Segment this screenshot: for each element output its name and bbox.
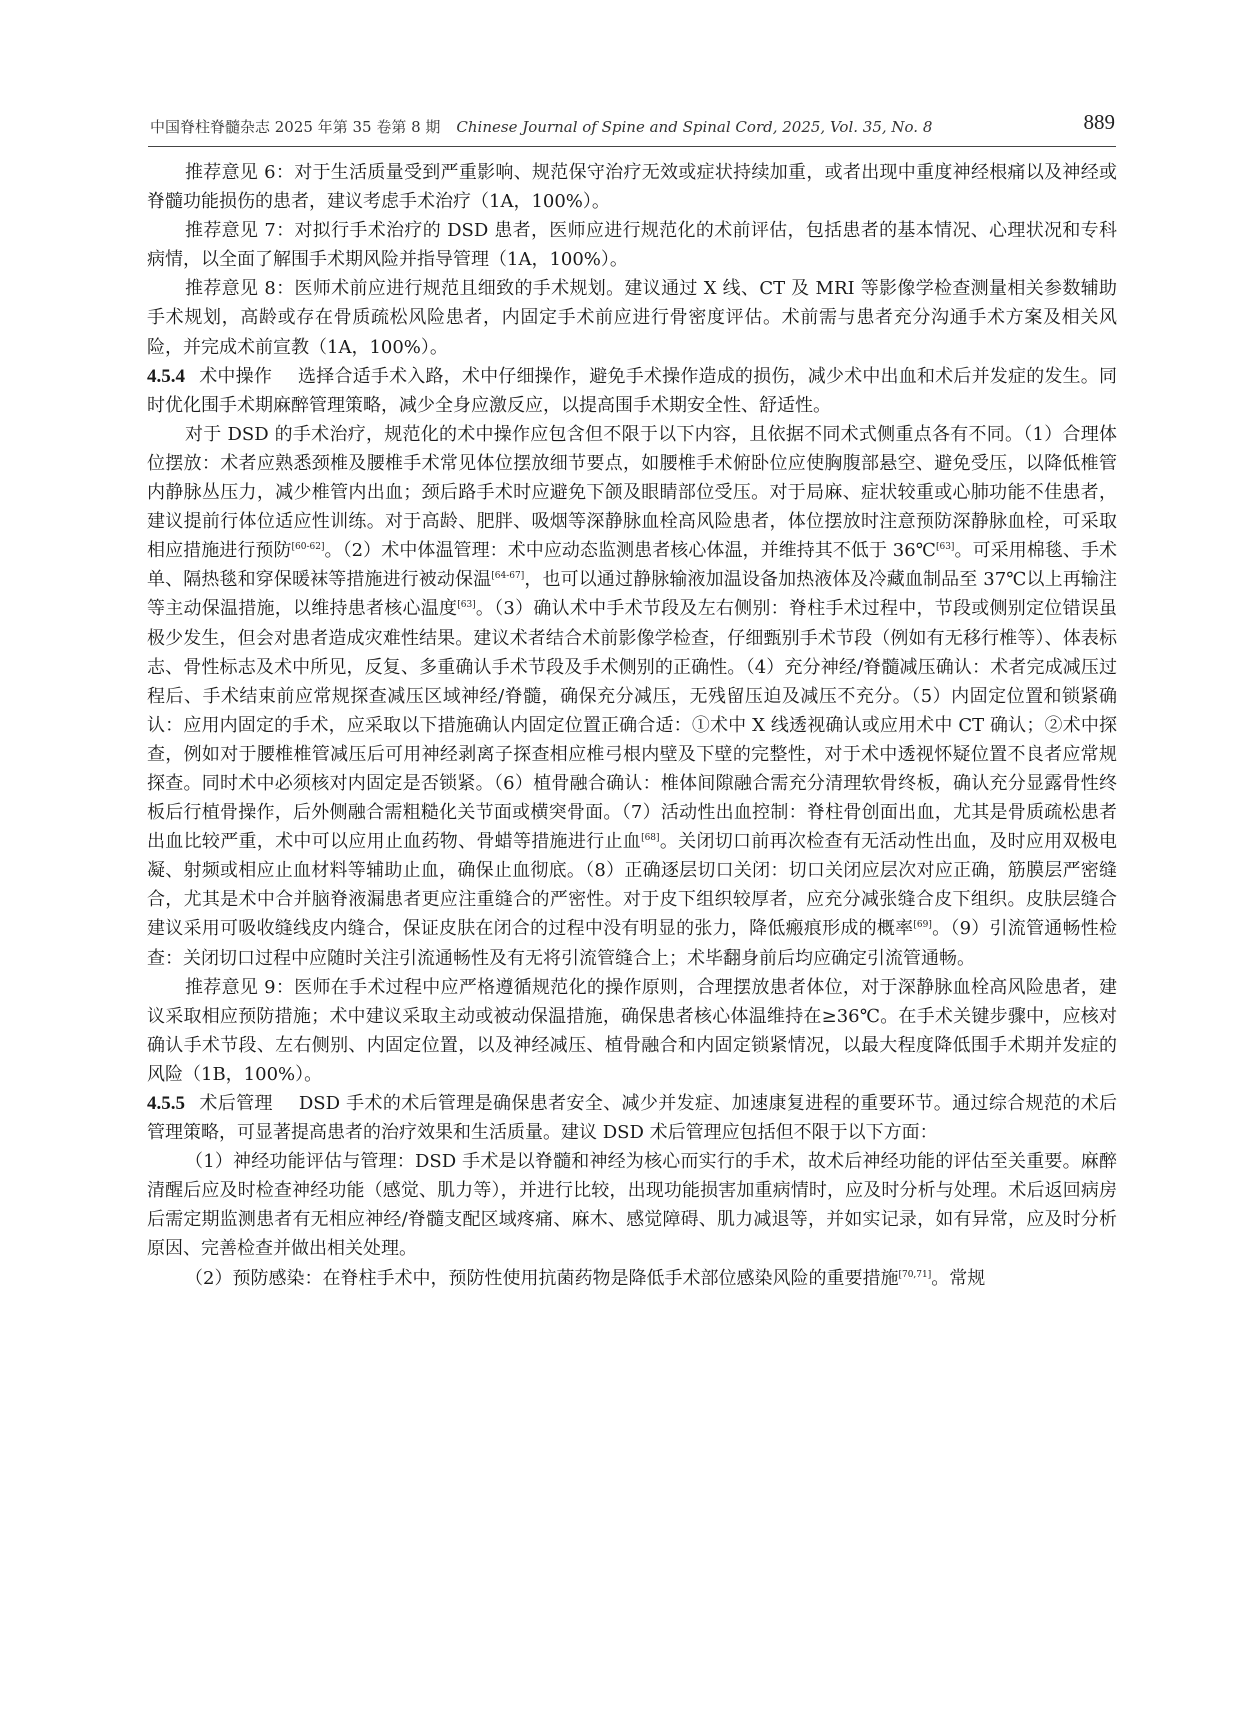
paragraph-text: 。（2）术中体温管理：术中应动态监测患者核心体温，并维持其不低于 36℃ [324,540,936,562]
paragraph-text: 。常规 [931,1267,986,1289]
paragraph-text: 。（3）确认术中手术节段及左右侧别：脊柱手术过程中，节段或侧别定位错误虽极少发生，但会对患者造成灾难性结果。建议术者结合术前影像学检查，仔细甄别手术节段（例如有无移行椎等）、体表标志、骨性标志及术中所见，反复、多重确认手术节段及手术侧别的正确性。（4）充分神经/脊髓减压确认：术者完成减压过程后、手术结束前应常规探查减压区域神经/脊髓，确保充分减压，无残留压迫及减压不充分。（5）内固定位置和锁紧确认：应用内固定的手术，应采取以下措施确认内固定位置正确合适：①术中 X 线透视确认或应用术中 CT 确认；②术中探查，例如对于腰椎椎管减压后可用神经剥离子探查相应椎弓根内壁及下壁的完整性，对于术中透视怀疑位置不良者应常规探查。同时术中必须核对内固定是否锁紧。（6）植骨融合确认：椎体间隙融合需充分清理软骨终板，确认充分显露骨性终板后行植骨操作，后外侧融合需粗糙化关节面或横突骨面。（7）活动性出血控制：脊柱骨创面出血，尤其是骨质疏松患者出血比较严重，术中可以应用止血药物、骨蜡等措施进行止血 [147,598,1118,853]
section-text: 选择合适手术入路，术中仔细操作，避免手术操作造成的损伤，减少术中出血和术后并发症的发生。同时优化围手术期麻醉管理策略，减少全身应激反应，以提高围手术期安全性、舒适性。 [147,365,1118,416]
section-title: 术中操作 [199,365,273,387]
citation-ref[interactable]: [60-62] [291,542,325,553]
paragraph-text: 。（9）引流管通畅性检查：关闭切口过程中应随时关注引流通畅性及有无将引流管缝合上；术毕翻身前后均应确定引流管通畅。 [147,918,1118,969]
journal-name-cn: 中国脊柱脊髓杂志 2025 年第 35 卷第 8 期 [150,118,441,136]
citation-ref[interactable]: [68] [641,833,660,844]
paragraph-text: （2）预防感染：在脊柱手术中，预防性使用抗菌药物是降低手术部位感染风险的重要措施 [185,1267,899,1289]
intraoperative-paragraph [147,420,1117,973]
running-header [150,110,1115,144]
header-rule [148,146,1116,147]
citation-ref[interactable]: [64-67] [491,571,525,582]
section-4-5-5 [147,1089,1117,1147]
citation-ref[interactable]: [63] [457,600,476,611]
postop-item-1: （1）神经功能评估与管理：DSD 手术是以脊髓和神经为核心而实行的手术，故术后神经功能的评估至关重要。麻醉清醒后应及时检查神经功能（感觉、肌力等），并进行比较，出现功能损害加重病情时，应及时分析与处理。术后返回病房后需定期监测患者有无相应神经/脊髓支配区域疼痛、麻木、感觉障碍、肌力减退等，并如实记录，如有异常，应及时分析原因、完善检查并做出相关处理。 [147,1151,1117,1260]
paragraph-text: 。关闭切口前再次检查有无活动性出血，及时应用双极电凝、射频或相应止血材料等辅助止血，确保止血彻底。（8）正确逐层切口关闭：切口关闭应层次对应正确，筋膜层严密缝合，尤其是术中合并脑脊液漏患者更应注重缝合的严密性。对于皮下组织较厚者，应充分减张缝合皮下组织。皮肤层缝合建议采用可吸收缝线皮内缝合，保证皮肤在闭合的过程中没有明显的张力，降低瘢痕形成的概率 [147,831,1118,940]
section-4-5-4 [147,362,1117,420]
journal-citation [150,116,932,137]
recommendation-7: 推荐意见 7：对拟行手术治疗的 DSD 患者，医师应进行规范化的术前评估，包括患者的基本情况、心理状况和专科病情，以全面了解围手术期风险并指导管理（1A，100%）。 [147,220,1117,271]
article-body [147,158,1117,1293]
recommendation-9: 推荐意见 9：医师在手术过程中应严格遵循规范化的操作原则，合理摆放患者体位，对于深静脉血栓高风险患者，建议采取相应预防措施；术中建议采取主动或被动保温措施，确保患者核心体温维持在≥36℃。在手术关键步骤中，应核对确认手术节段、左右侧别、内固定位置，以及神经减压、植骨融合和内固定锁紧情况，以最大程度降低围手术期并发症的风险（1B，100%）。 [147,976,1117,1085]
citation-ref[interactable]: [70,71] [898,1269,932,1280]
citation-ref[interactable]: [69] [913,920,932,931]
section-title: 术后管理 [199,1093,273,1114]
paragraph-text: 。可采用棉毯、手术单、隔热毯和穿保暖袜等措施进行被动保温 [147,540,1118,591]
paragraph-text: 对于 DSD 的手术治疗，规范化的术中操作应包含但不限于以下内容，且依据不同术式侧重点各有不同。（1）合理体位摆放：术者应熟悉颈椎及腰椎手术常见体位摆放细节要点，如腰椎手术俯卧位应使胸腹部悬空、避免受压，以降低椎管内静脉丛压力，减少椎管内出血；颈后路手术时应避免下颌及眼睛部位受压。对于局麻、症状较重或心肺功能不佳患者，建议提前行体位适应性训练。对于高龄、肥胖、吸烟等深静脉血栓高风险患者，体位摆放时注意预防深静脉血栓，可采取相应措施进行预防 [147,423,1117,562]
citation-ref[interactable]: [63] [935,542,955,553]
section-number: 4.5.5 [147,1093,185,1114]
section-text: DSD 手术的术后管理是确保患者安全、减少并发症、加速康复进程的重要环节。通过综合规范的术后管理策略，可显著提高患者的治疗效果和生活质量。建议 DSD 术后管理应包括但不限于以下方面： [147,1093,1118,1144]
recommendation-8: 推荐意见 8：医师术前应进行规范且细致的手术规划。建议通过 X 线、CT 及 MRI 等影像学检查测量相关参数辅助手术规划，高龄或存在骨质疏松风险患者，内固定手术前应进行骨密度评估。术前需与患者充分沟通手术方案及相关风险，并完成术前宣教（1A，100%）。 [147,278,1117,358]
recommendation-6: 推荐意见 6：对于生活质量受到严重影响、规范保守治疗无效或症状持续加重，或者出现中重度神经根痛以及神经或脊髓功能损伤的患者，建议考虑手术治疗（1A，100%）。 [147,162,1117,213]
postop-item-2 [147,1264,1117,1293]
journal-name-en: Chinese Journal of Spine and Spinal Cord, 2025, Vol. 35, No. 8 [456,118,933,136]
paragraph-text: ，也可以通过静脉输液加温设备加热液体及冷藏血制品至 37℃以上再输注等主动保温措施，以维持患者核心温度 [147,569,1118,620]
section-number: 4.5.4 [147,365,185,387]
page-number: 889 [1083,110,1115,134]
